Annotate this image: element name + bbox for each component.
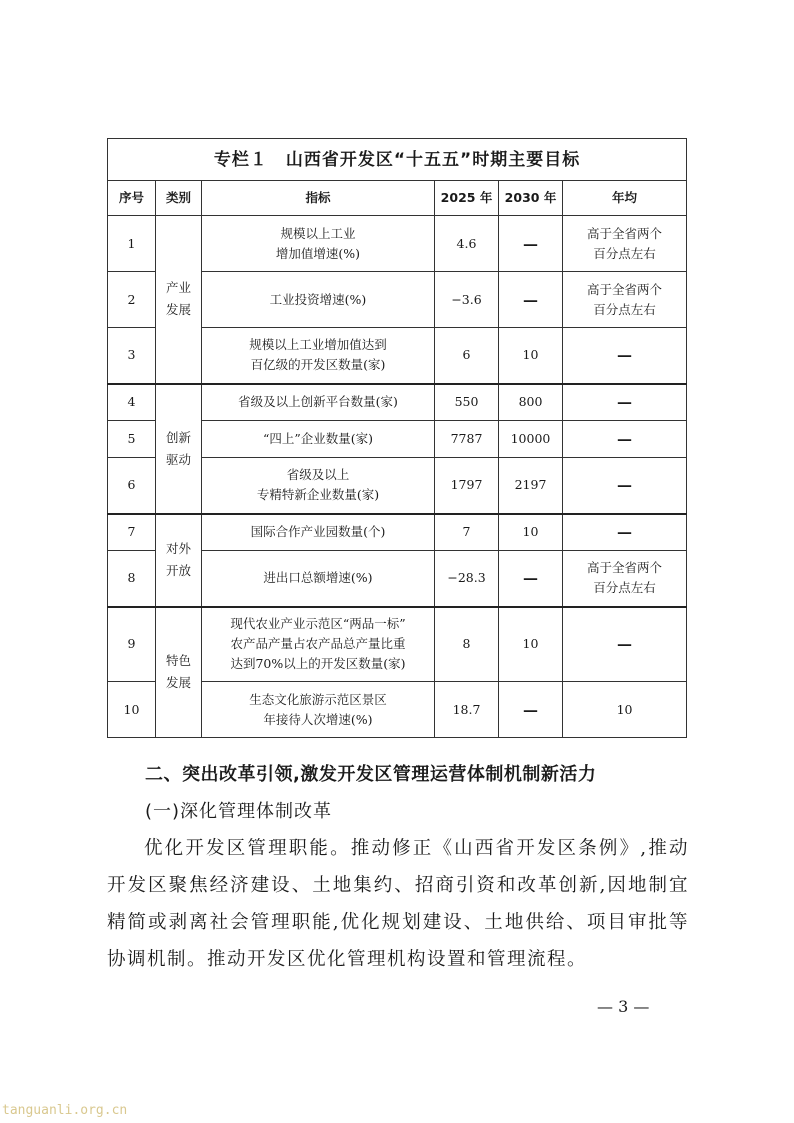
goals-table <box>107 138 687 738</box>
table-row <box>108 514 687 551</box>
row-indicator: “四上”企业数量(家) <box>202 421 435 458</box>
row-2025: 6 <box>435 328 499 384</box>
row-2025: 550 <box>435 384 499 421</box>
row-2030: 10 <box>499 607 563 682</box>
row-2025: 1797 <box>435 458 499 514</box>
row-annual: — <box>563 384 687 421</box>
row-no: 8 <box>108 551 156 607</box>
row-2030: 10 <box>499 514 563 551</box>
row-indicator: 工业投资增速(%) <box>202 272 435 328</box>
row-indicator: 省级及以上创新平台数量(家) <box>202 384 435 421</box>
header-2030: 2030 年 <box>499 181 563 216</box>
category-cell: 对外 开放 <box>156 514 202 607</box>
row-no: 6 <box>108 458 156 514</box>
header-no: 序号 <box>108 181 156 216</box>
header-annual: 年均 <box>563 181 687 216</box>
category-cell: 创新 驱动 <box>156 384 202 514</box>
row-indicator: 规模以上工业 增加值增速(%) <box>202 216 435 272</box>
row-no: 1 <box>108 216 156 272</box>
row-2030: 10 <box>499 328 563 384</box>
row-annual: — <box>563 421 687 458</box>
row-annual: — <box>563 328 687 384</box>
table-caption: 专栏１ 山西省开发区“十五五”时期主要目标 <box>108 139 687 181</box>
row-2025: −28.3 <box>435 551 499 607</box>
row-annual: 高于全省两个 百分点左右 <box>563 272 687 328</box>
row-2025: 8 <box>435 607 499 682</box>
row-2030: — <box>499 272 563 328</box>
watermark: tanguanli.org.cn <box>2 1103 128 1118</box>
row-2025: −3.6 <box>435 272 499 328</box>
row-2030: — <box>499 551 563 607</box>
row-no: 7 <box>108 514 156 551</box>
category-cell: 特色 发展 <box>156 607 202 738</box>
table-row <box>108 384 687 421</box>
body-paragraph: 优化开发区管理职能。推动修正《山西省开发区条例》,推动开发区聚焦经济建设、土地集约、招商引资和改革创新,因地制宜精简或剥离社会管理职能,优化规划建设、土地供给、项目审批等协调机制。推动开发区优化管理机构设置和管理流程。 <box>107 838 689 970</box>
row-no: 10 <box>108 682 156 738</box>
row-2025: 18.7 <box>435 682 499 738</box>
category-cell: 产业 发展 <box>156 216 202 384</box>
row-indicator: 国际合作产业园数量(个) <box>202 514 435 551</box>
row-annual: — <box>563 607 687 682</box>
row-no: 3 <box>108 328 156 384</box>
table-row <box>108 607 687 682</box>
row-2030: — <box>499 216 563 272</box>
row-no: 4 <box>108 384 156 421</box>
row-2030: 800 <box>499 384 563 421</box>
header-2025: 2025 年 <box>435 181 499 216</box>
row-annual: 高于全省两个 百分点左右 <box>563 551 687 607</box>
row-no: 5 <box>108 421 156 458</box>
row-no: 9 <box>108 607 156 682</box>
row-indicator: 省级及以上 专精特新企业数量(家) <box>202 458 435 514</box>
row-indicator: 进出口总额增速(%) <box>202 551 435 607</box>
page-number: — 3 — <box>597 997 650 1016</box>
row-no: 2 <box>108 272 156 328</box>
row-indicator: 生态文化旅游示范区景区 年接待人次增速(%) <box>202 682 435 738</box>
header-category: 类别 <box>156 181 202 216</box>
row-2025: 7 <box>435 514 499 551</box>
row-annual: 高于全省两个 百分点左右 <box>563 216 687 272</box>
row-2025: 7787 <box>435 421 499 458</box>
row-2030: 2197 <box>499 458 563 514</box>
row-2025: 4.6 <box>435 216 499 272</box>
row-2030: 10000 <box>499 421 563 458</box>
row-annual: — <box>563 514 687 551</box>
table-row <box>108 216 687 272</box>
row-2030: — <box>499 682 563 738</box>
section-heading: 二、突出改革引领,激发开发区管理运营体制机制新活力 <box>145 764 597 785</box>
row-annual: — <box>563 458 687 514</box>
row-indicator: 现代农业产业示范区“两品一标” 农产品产量占农产品总产量比重 达到70%以上的开发区数量(家) <box>202 607 435 682</box>
row-indicator: 规模以上工业增加值达到 百亿级的开发区数量(家) <box>202 328 435 384</box>
subsection-heading: (一)深化管理体制改革 <box>145 801 333 822</box>
row-annual: 10 <box>563 682 687 738</box>
header-indicator: 指标 <box>202 181 435 216</box>
